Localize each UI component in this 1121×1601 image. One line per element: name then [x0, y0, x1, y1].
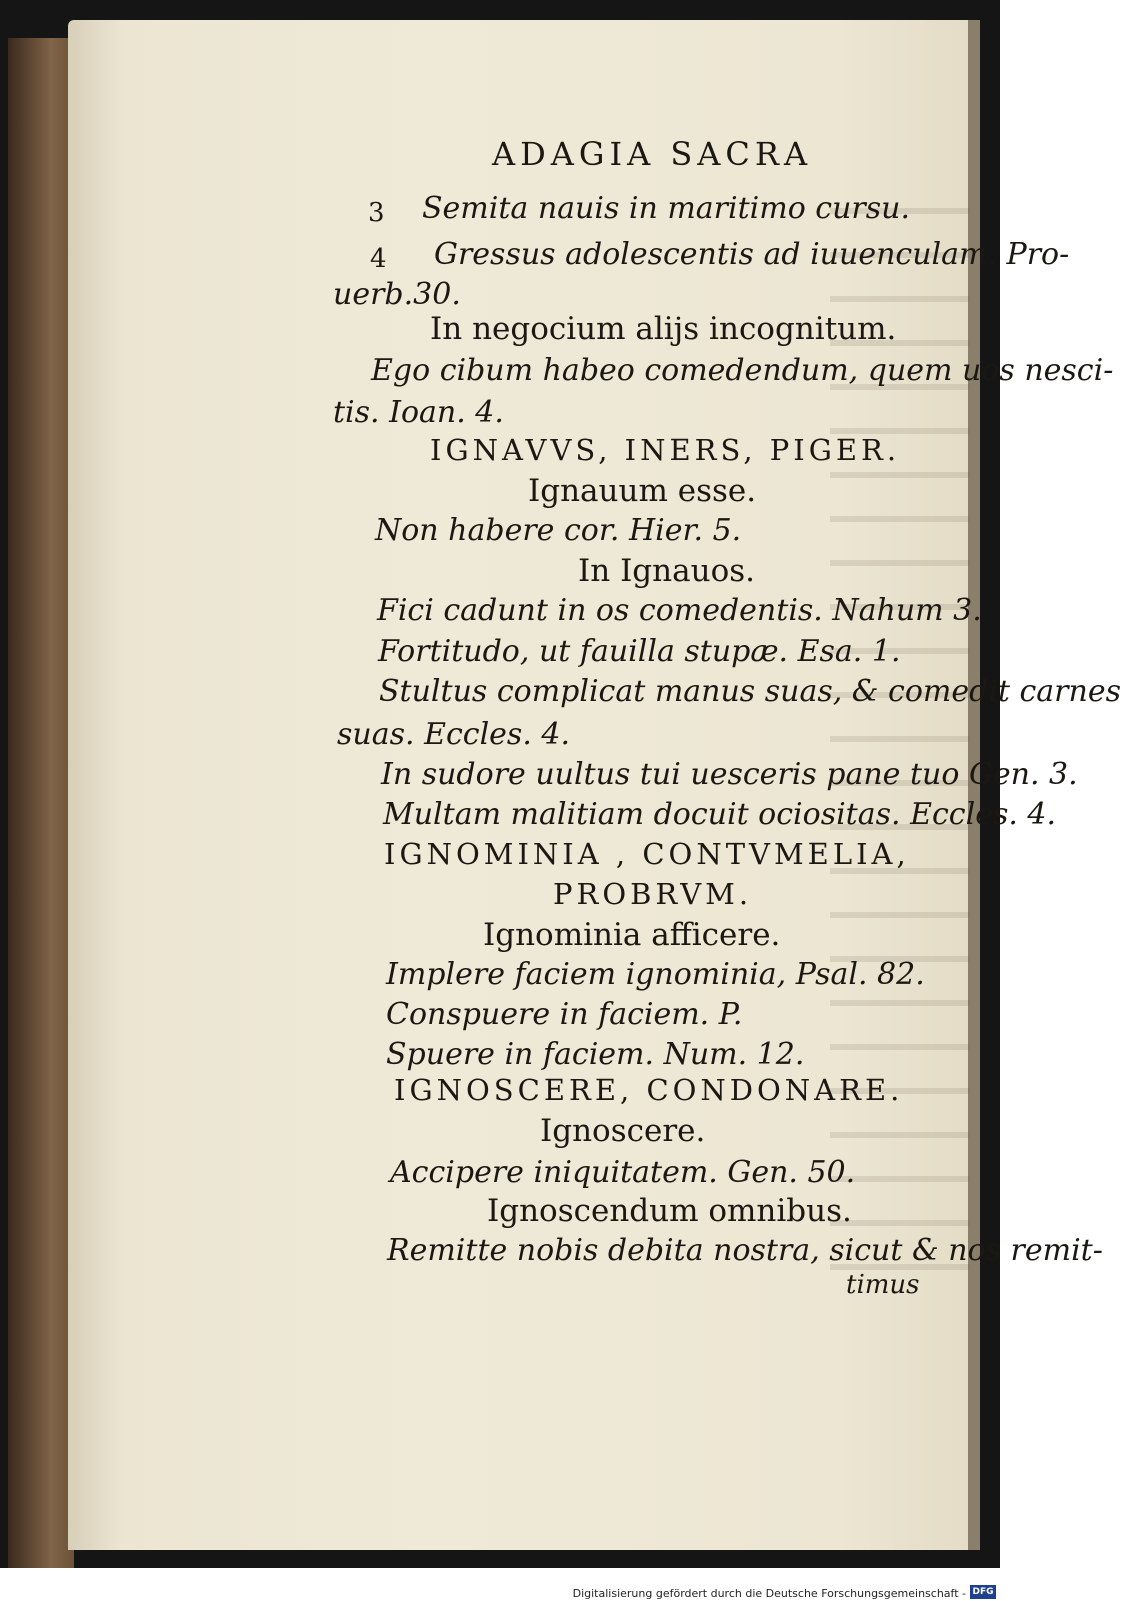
text-line: In sudore uultus tui uesceris pane tuo Gen. 3. — [381, 757, 1078, 792]
book-spine — [8, 38, 74, 1568]
dfg-logo: DFG — [970, 1585, 996, 1599]
text-line: uerb.30. — [333, 277, 461, 312]
footer-credit: Digitalisierung gefördert durch die Deutsche Forschungsgemeinschaft - — [572, 1587, 966, 1600]
section-subheading: In Ignauos. — [578, 553, 755, 589]
section-heading: PROBRVM. — [553, 877, 753, 911]
line-number: 4 — [370, 244, 387, 274]
text-line: Ego cibum habeo comedendum, quem uos nesci- — [371, 353, 1114, 388]
line-number: 3 — [368, 198, 385, 228]
section-heading: IGNOMINIA , CONTVMELIA, — [384, 837, 910, 871]
section-subheading: Ignoscere. — [540, 1113, 706, 1149]
catchword: timus — [846, 1270, 920, 1300]
section-subheading: Ignoscendum omnibus. — [487, 1193, 852, 1229]
text-line: Multam malitiam docuit ociositas. Eccles. 4. — [383, 797, 1057, 832]
text-line: Implere faciem ignominia, Psal. 82. — [386, 957, 925, 992]
section-heading: IGNAVVS, INERS, PIGER. — [430, 433, 901, 467]
text-line: Remitte nobis debita nostra, sicut & nos remit- — [387, 1233, 1103, 1268]
text-line: suas. Eccles. 4. — [337, 717, 571, 752]
text-line: tis. Ioan. 4. — [333, 395, 504, 430]
text-line: Fici cadunt in os comedentis. Nahum 3. — [377, 593, 982, 628]
section-subheading: In negocium aliјs incognitum. — [430, 311, 897, 347]
section-subheading: Ignauum esse. — [528, 473, 757, 509]
text-line: Conspuere in faciem. P. — [386, 997, 743, 1032]
running-head: ADAGIA SACRA — [492, 135, 813, 173]
text-line: Fortitudo, ut fauilla stupæ. Esa. 1. — [378, 634, 901, 669]
text-line: Accipere iniquitatem. Gen. 50. — [390, 1155, 856, 1190]
text-line: Spuere in faciem. Num. 12. — [386, 1037, 805, 1072]
section-heading: IGNOSCERE, CONDONARE. — [394, 1073, 904, 1107]
section-subheading: Ignominia afficere. — [483, 917, 781, 953]
text-line: Non habere cor. Hier. 5. — [375, 513, 742, 548]
text-line: Semita nauis in maritimo cursu. — [422, 191, 911, 226]
text-line: Stultus complicat manus suas, & comedit carnes — [379, 674, 1121, 709]
text-line: Gressus adolescentis ad iuuenculam. Pro- — [434, 237, 1070, 272]
